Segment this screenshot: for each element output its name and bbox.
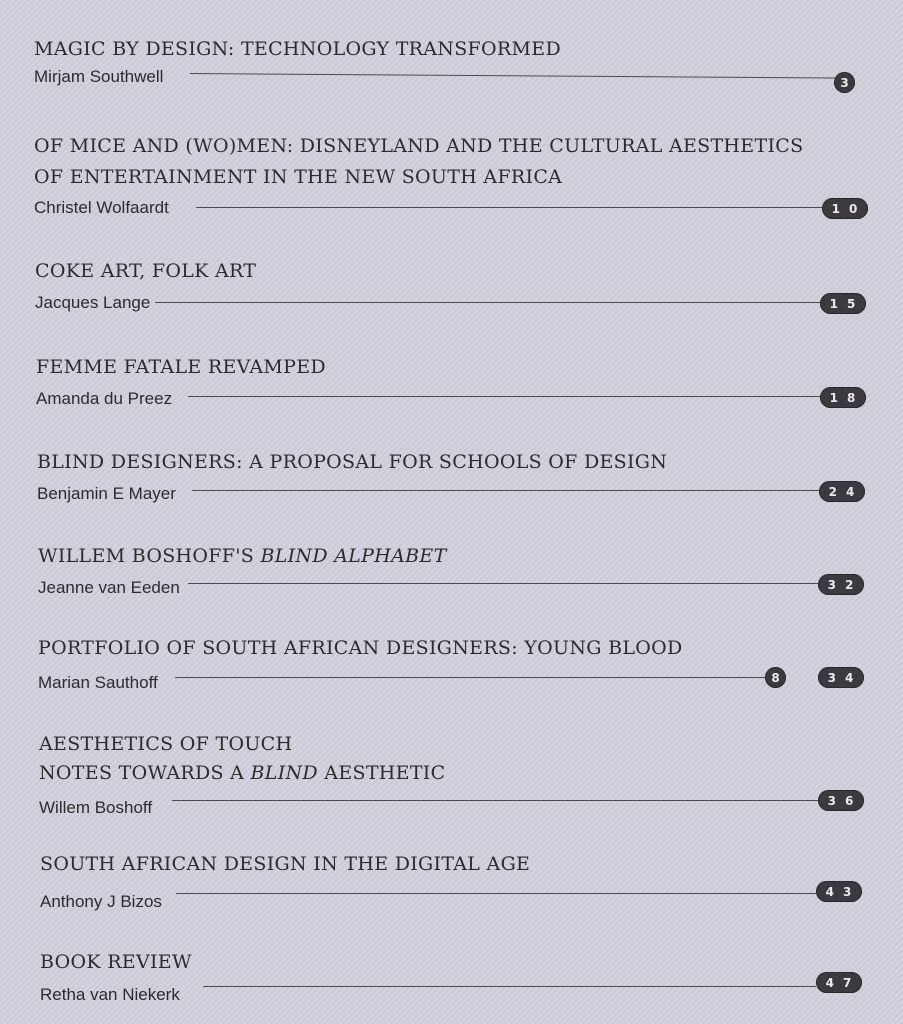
leader-rule (155, 302, 820, 303)
page-number (816, 972, 862, 993)
page-digits: 15 (820, 293, 866, 314)
page-digits: 43 (816, 881, 862, 902)
entry-title: PORTFOLIO OF SOUTH AFRICAN DESIGNERS: YOUNG BLOOD (38, 637, 683, 659)
entry-title: COKE ART, FOLK ART (35, 260, 257, 282)
page-number (820, 387, 866, 408)
page-number (818, 574, 864, 595)
page-digit: 3 (834, 72, 855, 93)
entry-title: OF MICE AND (WO)MEN: DISNEYLAND AND THE CULTURAL AESTHETICS (34, 135, 804, 157)
entry-author: Jacques Lange (35, 293, 151, 312)
entry-author: Retha van Niekerk (40, 985, 180, 1004)
entry-author: Anthony J Bizos (40, 892, 162, 911)
leader-rule (188, 396, 820, 397)
page-digits: 34 (818, 667, 864, 688)
page-number (834, 72, 855, 93)
page-number (819, 481, 865, 502)
page-number (818, 667, 864, 688)
leader-rule (172, 800, 818, 801)
entry-title: BOOK REVIEW (40, 951, 192, 973)
entry-title: WILLEM BOSHOFF'S BLIND ALPHABET (38, 545, 447, 567)
entry-title: OF ENTERTAINMENT IN THE NEW SOUTH AFRICA (34, 166, 563, 188)
entry-author: Christel Wolfaardt (34, 198, 169, 217)
page-number-extra (765, 667, 786, 688)
entry-author: Willem Boshoff (39, 798, 153, 817)
page-digits: 32 (818, 574, 864, 595)
entry-author: Mirjam Southwell (34, 67, 164, 86)
entry-author: Amanda du Preez (36, 389, 173, 408)
leader-rule (175, 677, 765, 678)
page-digits: 24 (819, 481, 865, 502)
page-number (818, 790, 864, 811)
leader-rule (192, 490, 819, 491)
page-digits: 47 (816, 972, 862, 993)
leader-rule (188, 583, 818, 584)
page-number (816, 881, 862, 902)
entry-title: NOTES TOWARDS A BLIND AESTHETIC (39, 762, 446, 784)
page-digits: 18 (820, 387, 866, 408)
leader-rule (196, 207, 822, 208)
page-number (820, 293, 866, 314)
entry-title: SOUTH AFRICAN DESIGN IN THE DIGITAL AGE (40, 853, 531, 875)
page-number (822, 198, 868, 219)
page-digit: 8 (765, 667, 786, 688)
leader-rule (190, 73, 835, 79)
entry-title: MAGIC BY DESIGN: TECHNOLOGY TRANSFORMED (34, 38, 561, 60)
entry-title: AESTHETICS OF TOUCH (39, 733, 293, 755)
leader-rule (176, 893, 816, 894)
page-digits: 36 (818, 790, 864, 811)
entry-author: Marian Sauthoff (38, 673, 158, 692)
entry-author: Jeanne van Eeden (38, 578, 180, 597)
entry-title: BLIND DESIGNERS: A PROPOSAL FOR SCHOOLS OF DESIGN (37, 451, 668, 473)
entry-title: FEMME FATALE REVAMPED (36, 356, 326, 378)
leader-rule (203, 986, 816, 987)
entry-author: Benjamin E Mayer (37, 484, 176, 503)
page-digits: 10 (822, 198, 868, 219)
